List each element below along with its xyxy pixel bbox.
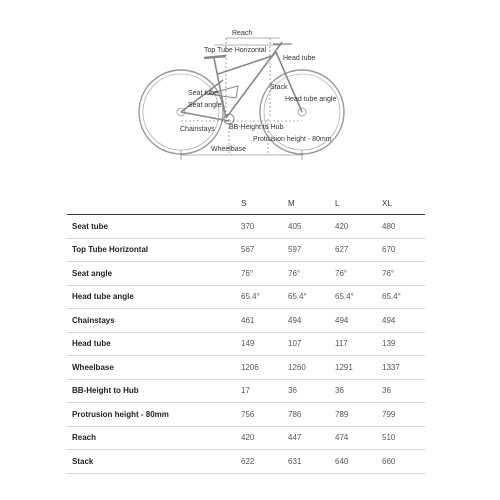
cell-value: 370 — [237, 215, 284, 239]
cell-value: 76° — [237, 262, 284, 286]
label-seat-angle: Seat angle — [188, 102, 222, 109]
label-protrusion-height: Protrusion height - 80mm — [253, 136, 332, 143]
row-label: Seat tube — [67, 215, 237, 239]
cell-value: 65.4° — [284, 285, 331, 309]
label-wheelbase: Wheelbase — [211, 146, 247, 153]
cell-value: 65.4° — [378, 285, 425, 309]
row-label: Chainstays — [67, 309, 237, 333]
table-row — [67, 285, 425, 309]
cell-value: 65.4° — [331, 285, 378, 309]
label-chainstays: Chainstays — [180, 126, 215, 133]
row-label: Stack — [67, 450, 237, 474]
label-stack: Stack — [270, 84, 288, 91]
cell-value: 149 — [237, 332, 284, 356]
cell-value: 76° — [331, 262, 378, 286]
cell-value: 786 — [284, 403, 331, 427]
table-row — [67, 309, 425, 333]
cell-value: 670 — [378, 238, 425, 262]
label-seat-tube: Seat tube — [188, 90, 218, 97]
cell-value: 1291 — [331, 356, 378, 380]
row-label: Head tube angle — [67, 285, 237, 309]
cell-value: 799 — [378, 403, 425, 427]
cell-value: 789 — [331, 403, 378, 427]
cell-value: 660 — [378, 450, 425, 474]
cell-value: 1337 — [378, 356, 425, 380]
cell-value: 405 — [284, 215, 331, 239]
table-row — [67, 262, 425, 286]
cell-value: 36 — [378, 379, 425, 403]
cell-value: 65.4° — [237, 285, 284, 309]
table-row — [67, 332, 425, 356]
table-row — [67, 215, 425, 239]
cell-value: 117 — [331, 332, 378, 356]
cell-value: 1206 — [237, 356, 284, 380]
label-reach: Reach — [232, 30, 253, 37]
cell-value: 1260 — [284, 356, 331, 380]
header-size-s: S — [237, 194, 284, 215]
table-header-row — [67, 194, 425, 215]
header-size-l: L — [331, 194, 378, 215]
cell-value: 494 — [378, 309, 425, 333]
table-row — [67, 356, 425, 380]
table-row — [67, 426, 425, 450]
geometry-table — [67, 194, 425, 474]
cell-value: 76° — [378, 262, 425, 286]
cell-value: 627 — [331, 238, 378, 262]
cell-value: 36 — [284, 379, 331, 403]
label-bb-height-to-hub: BB-Height to Hub — [229, 124, 284, 131]
table-row — [67, 403, 425, 427]
row-label: Protrusion height - 80mm — [67, 403, 237, 427]
cell-value: 17 — [237, 379, 284, 403]
cell-value: 461 — [237, 309, 284, 333]
cell-value: 420 — [237, 426, 284, 450]
header-empty — [67, 194, 237, 215]
label-head-tube-angle: Head tube angle — [285, 96, 337, 103]
table-row — [67, 450, 425, 474]
table-row — [67, 379, 425, 403]
bike-geometry-diagram — [0, 0, 500, 170]
cell-value: 447 — [284, 426, 331, 450]
header-size-xl: XL — [378, 194, 425, 215]
cell-value: 631 — [284, 450, 331, 474]
row-label: Head tube — [67, 332, 237, 356]
cell-value: 494 — [284, 309, 331, 333]
cell-value: 494 — [331, 309, 378, 333]
row-label: Wheelbase — [67, 356, 237, 380]
row-label: Reach — [67, 426, 237, 450]
row-label: Seat angle — [67, 262, 237, 286]
cell-value: 480 — [378, 215, 425, 239]
header-size-m: M — [284, 194, 331, 215]
cell-value: 510 — [378, 426, 425, 450]
row-label: BB-Height to Hub — [67, 379, 237, 403]
cell-value: 567 — [237, 238, 284, 262]
cell-value: 420 — [331, 215, 378, 239]
cell-value: 107 — [284, 332, 331, 356]
row-label: Top Tube Horizontal — [67, 238, 237, 262]
cell-value: 756 — [237, 403, 284, 427]
cell-value: 474 — [331, 426, 378, 450]
cell-value: 640 — [331, 450, 378, 474]
label-head-tube: Head tube — [283, 55, 316, 62]
cell-value: 622 — [237, 450, 284, 474]
label-top-tube-horizontal: Top Tube Horizontal — [204, 47, 267, 54]
cell-value: 597 — [284, 238, 331, 262]
cell-value: 36 — [331, 379, 378, 403]
table-row — [67, 238, 425, 262]
cell-value: 139 — [378, 332, 425, 356]
cell-value: 76° — [284, 262, 331, 286]
